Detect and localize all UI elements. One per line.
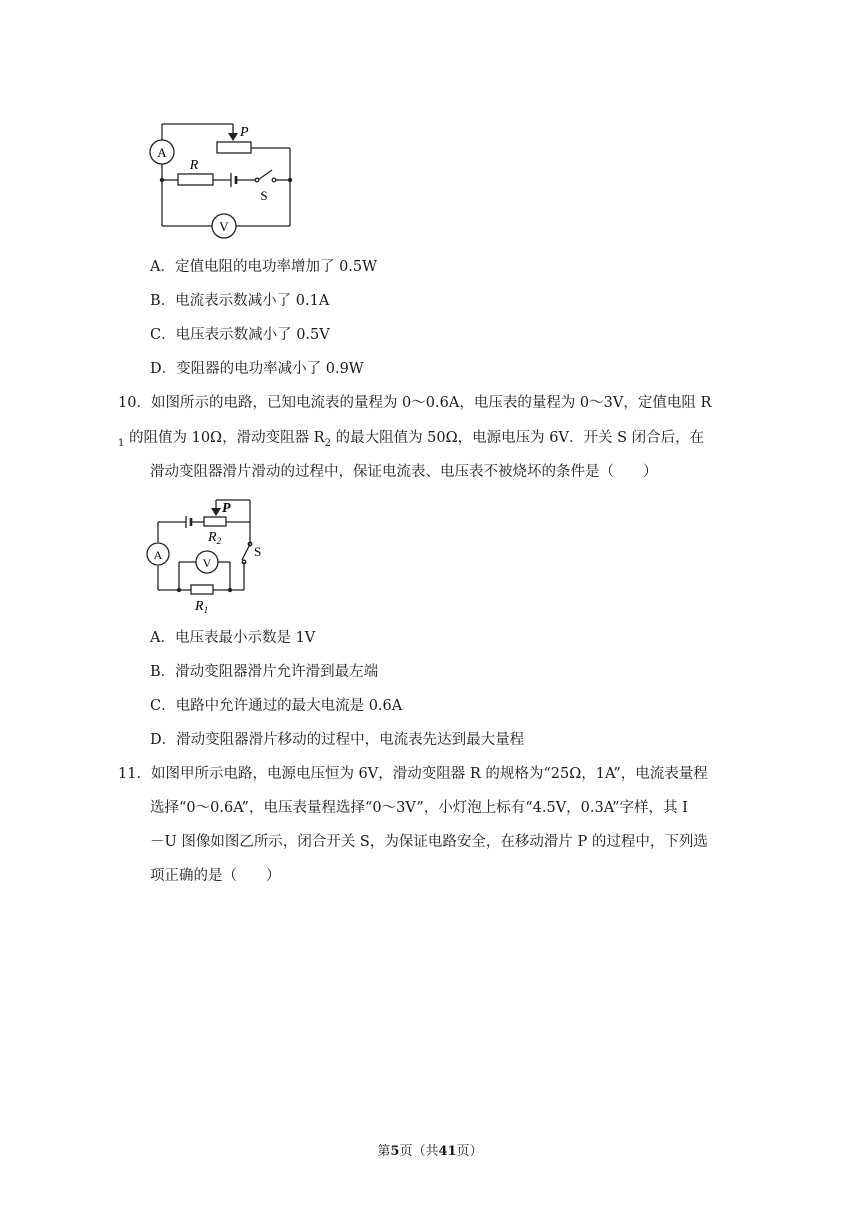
footer-prefix: 第: [377, 1144, 391, 1159]
q10-option-b: B．滑动变阻器滑片允许滑到最左端: [150, 664, 379, 680]
q11-stem-line3: －U 图像如图乙所示，闭合开关 S，为保证电路安全，在移动滑片 P 的过程中，下列选: [150, 834, 708, 850]
circuit-figure-q9: [140, 118, 310, 243]
q9-option-b: B．电流表示数减小了 0.1A: [150, 293, 330, 309]
q10-stem-line2-a: 的阻值为 10Ω，滑动变阻器 R: [124, 430, 325, 446]
page-footer: [0, 1140, 860, 1159]
q10-stem-line2: [118, 428, 704, 454]
ammeter-label: A: [153, 548, 163, 562]
q10-option-d: D．滑动变阻器滑片移动的过程中，电流表先达到最大量程: [150, 732, 525, 748]
q9-option-d: D．变阻器的电功率减小了 0.9W: [150, 361, 364, 377]
switch-label: S: [260, 188, 268, 203]
slider-label: P: [240, 125, 249, 140]
switch-label: S: [254, 544, 262, 559]
q11-stem-line4: 项正确的是（ ）: [150, 868, 281, 884]
resistor-label: R: [189, 158, 199, 173]
circuit-figure-q10: [146, 494, 276, 618]
q10-stem-line1: 10．如图所示的电路，已知电流表的量程为 0～0.6A，电压表的量程为 0～3V，定值电阻 R: [118, 395, 712, 411]
ammeter-label: A: [157, 145, 167, 160]
q10-stem-line3: 滑动变阻器滑片滑动的过程中，保证电流表、电压表不被烧坏的条件是（ ）: [150, 464, 658, 480]
page-number: 5: [390, 1144, 400, 1159]
slider-label: P: [222, 501, 231, 516]
subscript-1: 1: [118, 437, 125, 449]
q9-option-c: C．电压表示数减小了 0.5V: [150, 327, 330, 343]
q10-option-c: C．电路中允许通过的最大电流是 0.6A: [150, 698, 403, 714]
subscript-2: 2: [324, 437, 331, 449]
q10-option-a: A．电压表最小示数是 1V: [150, 630, 316, 646]
q11-stem-line1: 11．如图甲所示电路，电源电压恒为 6V，滑动变阻器 R 的规格为“25Ω，1A”，电流表量程: [118, 766, 708, 782]
total-pages: 41: [438, 1144, 457, 1159]
r2-label: $R_2$: [208, 530, 222, 546]
footer-mid: 页（共: [399, 1144, 439, 1159]
r1-label: $R_1$: [195, 599, 209, 615]
voltmeter-label: V: [219, 219, 229, 234]
voltmeter-label: V: [202, 556, 212, 570]
q10-stem-line2-b: 的最大阻值为 50Ω，电源电压为 6V．开关 S 闭合后，在: [330, 430, 705, 446]
footer-suffix: 页）: [456, 1144, 483, 1159]
q11-stem-line2: 选择“0～0.6A”，电压表量程选择“0～3V”，小灯泡上标有“4.5V，0.3A”字样，其 I: [150, 800, 688, 816]
q9-option-a: A．定值电阻的电功率增加了 0.5W: [150, 259, 378, 275]
